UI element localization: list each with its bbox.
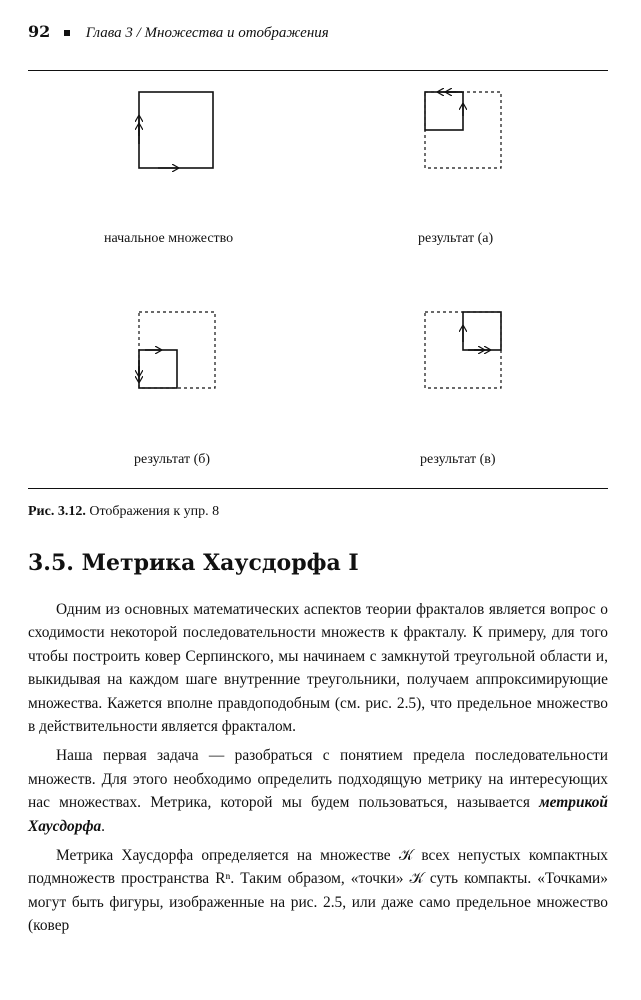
- running-header: [28, 22, 618, 42]
- running-title: Глава 3 / Множества и отображения: [85, 25, 329, 41]
- small-square-b: [139, 350, 177, 388]
- caption-number: Рис. 3.12.: [28, 504, 86, 519]
- paragraph-1: Одним из основных математических аспектов теории фракталов является вопрос о сходимости некоторой последовательности множеств к фракталу. К примеру, для того чтобы построить ковер Серпинского, мы начинаем с замкнутой треугольной области и, выкидывая на каждом шаге внутренние треугольники, получаем аппроксимирующие множества. Кажется вполне правдоподобным (см. рис. 2.5), что предельное множество в действительности является фракталом.: [28, 601, 608, 736]
- small-square-v: [463, 312, 501, 350]
- initial-set-diagram: [139, 92, 213, 168]
- label-result-v: результат (в): [420, 452, 496, 467]
- result-v-diagram: [425, 312, 501, 388]
- label-result-b: результат (б): [134, 452, 211, 467]
- small-square-a: [425, 92, 463, 130]
- paragraph-2: [28, 744, 608, 838]
- caption-text: Отображения к упр. 8: [89, 504, 220, 519]
- paragraph-2-text: Наша первая задача — разобраться с понятием предела последовательности множеств. Для этого необходимо определить подходящую метрику на интересующих нас множествах. Метрика, которой мы будем пользоваться, называется: [28, 747, 608, 812]
- body-text: [28, 598, 608, 944]
- result-a-diagram: [425, 92, 501, 168]
- page-number: 92: [28, 22, 51, 41]
- label-result-a: результат (а): [418, 231, 494, 246]
- paragraph-3: Метрика Хаусдорфа определяется на множестве 𝒦 всех непустых компактных подмножеств пространства Rⁿ. Таким образом, «точки» 𝒦 суть компакты. «Точками» могут быть фигуры, изображенные на рис. 2.5, или даже само предельное множество (ковер: [28, 847, 608, 935]
- initial-square: [139, 92, 213, 168]
- label-initial-set: начальное множество: [104, 231, 234, 246]
- section-title: 3.5. Метрика Хаусдорфа I: [28, 550, 359, 576]
- term-hausdorff-metric: метрикой Хаусдорфа: [28, 794, 608, 835]
- top-rule: [28, 70, 608, 71]
- figure-bottom-rule: [28, 488, 608, 489]
- figure-caption: [28, 504, 219, 520]
- bullet-icon: [64, 30, 70, 36]
- figure-mappings: [0, 80, 641, 480]
- paragraph-2-end: .: [101, 817, 106, 835]
- result-b-diagram: [139, 312, 215, 388]
